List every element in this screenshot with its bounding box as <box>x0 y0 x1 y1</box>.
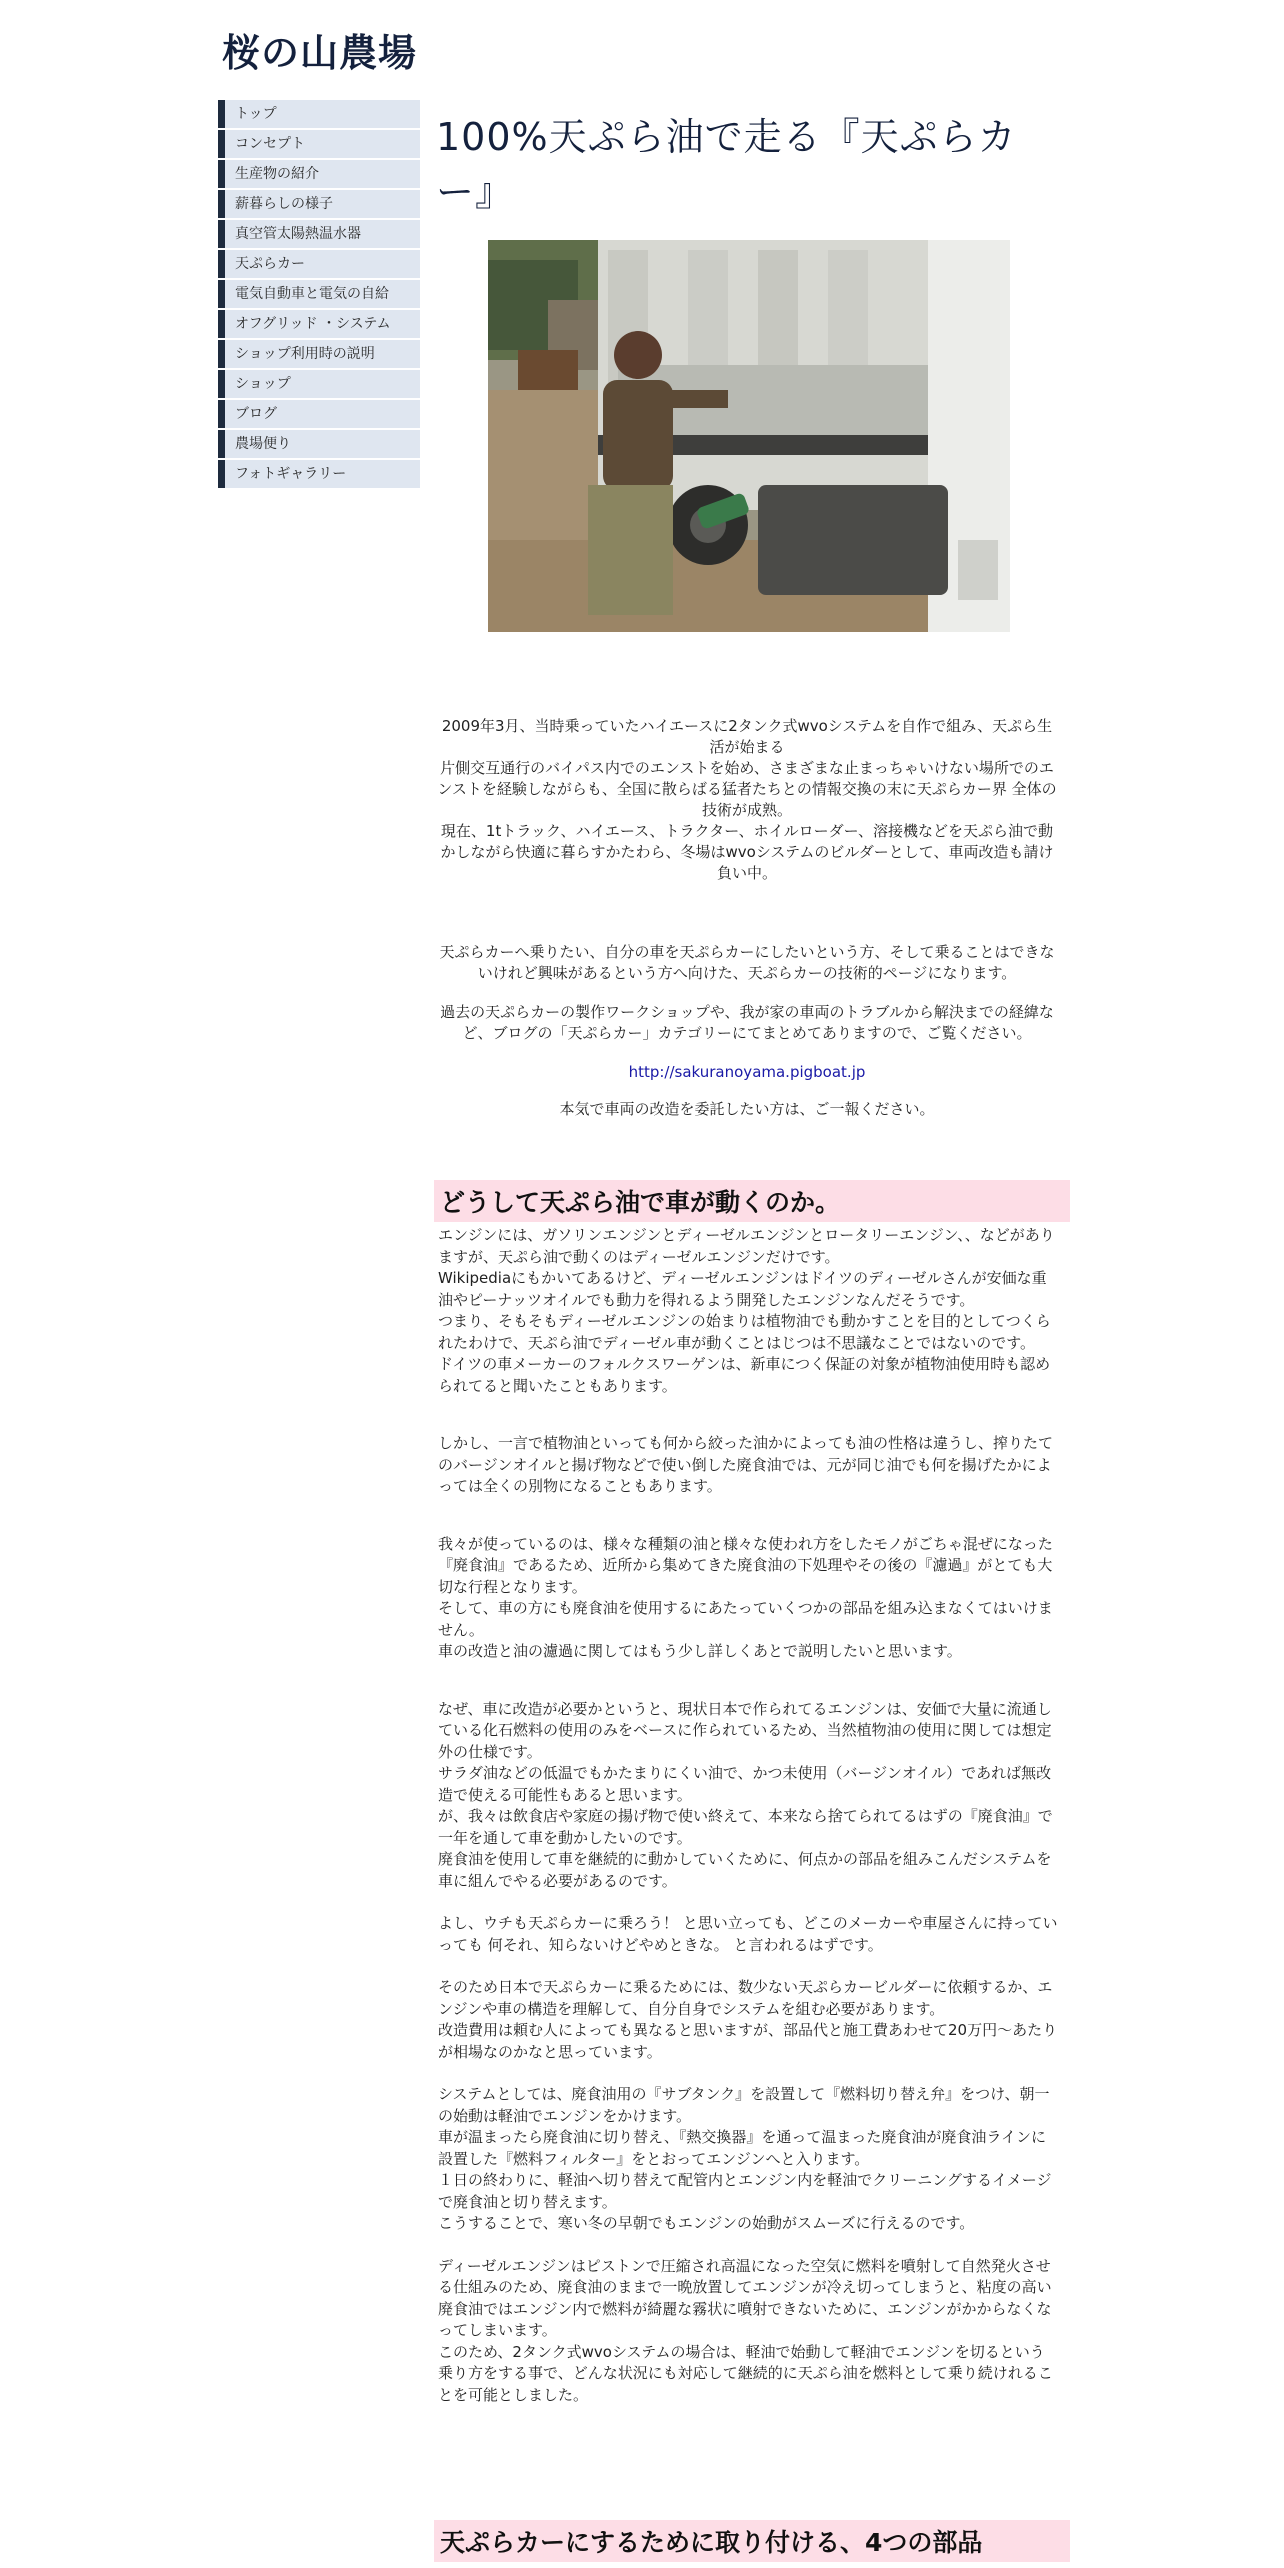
nav-item-off-grid[interactable]: オフグリッド ・システム <box>218 310 420 338</box>
body-line: なぜ、車に改造が必要かというと、現状日本で作られてるエンジンは、安価で大量に流通している化石燃料の使用のみをベースに作られているため、当然植物油の使用に関しては想定外の仕様です。 <box>438 1699 1052 1761</box>
sidebar-nav <box>218 100 420 490</box>
body-line: ドイツの車メーカーのフォルクスワーゲンは、新車につく保証の対象が植物油使用時も認められてると聞いたこともあります。 <box>438 1355 1051 1395</box>
intro-line: 片側交互通行のバイパス内でのエンストを始め、さまざまな止まっちゃいけない場所でのエンストを経験しながらも、全国に散らばる猛者たちとの情報交換の末に天ぷらカー界 全体の技術が成熟。 <box>437 759 1057 819</box>
contact-paragraph: 本気で車両の改造を委託したい方は、ご一報ください。 <box>559 1100 935 1118</box>
nav-item-solar-water-heater[interactable]: 真空管太陽熱温水器 <box>218 220 420 248</box>
body-line: そして、車の方にも廃食油を使用するにあたっていくつかの部品を組み込まなくてはいけません。 <box>438 1599 1053 1639</box>
intro-section <box>432 716 1062 1120</box>
body-line: 車の改造と油の濾過に関してはもう少し詳しくあとで説明したいと思います。 <box>438 1642 962 1660</box>
nav-item-blog[interactable]: ブログ <box>218 400 420 428</box>
body-line: そのため日本で天ぷらカーに乗るためには、数少ない天ぷらカービルダーに依頼するか、エンジンや車の構造を理解して、自分自身でシステムを組む必要があります。 <box>438 1978 1053 2018</box>
nav-item-photo-gallery[interactable]: フォトギャラリー <box>218 460 420 488</box>
intro-line: 現在、1tトラック、ハイエース、トラクター、ホイルローダー、溶接機などを天ぷら油で動かしながら快適に暮らすかたわら、冬場はwvoシステムのビルダーとして、車両改造も請け負い中。 <box>440 822 1054 882</box>
photo-illustration <box>488 240 1010 632</box>
section-why-body <box>438 1225 1058 2406</box>
nav-item-farm-news[interactable]: 農場便り <box>218 430 420 458</box>
nav-item-shop[interactable]: ショップ <box>218 370 420 398</box>
page-title: 100%天ぷら油で走る『天ぷらカー』 <box>436 115 1017 214</box>
body-line: 車が温まったら廃食油に切り替え、『熱交換器』を通って温まった廃食油が廃食油ラインに設置した『燃料フィルター』をとおってエンジンへと入ります。 <box>438 2128 1046 2168</box>
body-line: ディーゼルエンジンはピストンで圧縮され高温になった空気に燃料を噴射して自然発火させる仕組みのため、廃食油のままで一晩放置してエンジンが冷え切ってしまうと、粘度の高い廃食油ではエンジン内で燃料が綺麗な霧状に噴射できないために、エンジンがかからなくなってしまいます。 <box>438 2256 1052 2339</box>
body-line: サラダ油などの低温でもかたまりにくい油で、かつ未使用（バージンオイル）であれば無改造で使える可能性もあると思います。 <box>438 1764 1052 1804</box>
body-line: Wikipediaにもかいてあるけど、ディーゼルエンジンはドイツのディーゼルさんが安価な重油やピーナッツオイルでも動力を得れるよう開発したエンジンなんだそうです。 <box>438 1269 1047 1309</box>
intro-line: 2009年3月、当時乗っていたハイエースに2タンク式wvoシステムを自作で組み、天ぷら生活が始まる <box>441 717 1053 756</box>
section-heading-why: どうして天ぷら油で車が動くのか。 <box>434 1180 1070 1222</box>
body-line: 我々が使っているのは、様々な種類の油と様々な使われ方をしたモノがごちゃ混ぜになった『廃食油』であるため、近所から集めてきた廃食油の下処理やその後の『濾過』がとても大切な行程となります。 <box>438 1534 1053 1596</box>
body-line: １日の終わりに、軽油へ切り替えて配管内とエンジン内を軽油でクリーニングするイメージで廃食油と切り替えます。 <box>438 2171 1052 2211</box>
nav-item-shop-guide[interactable]: ショップ利用時の説明 <box>218 340 420 368</box>
nav-item-tempura-car[interactable]: 天ぷらカー <box>218 250 420 278</box>
nav-item-firewood-life[interactable]: 薪暮らしの様子 <box>218 190 420 218</box>
nav-item-concept[interactable]: コンセプト <box>218 130 420 158</box>
nav-item-products[interactable]: 生産物の紹介 <box>218 160 420 188</box>
body-line: こうすることで、寒い冬の早朝でもエンジンの始動がスムーズに行えるのです。 <box>438 2214 975 2232</box>
body-paragraph: しかし、一言で植物油といっても何から絞った油かによっても油の性格は違うし、搾りたてのバージンオイルと揚げ物などで使い倒した廃食油では、元が同じ油でも何を揚げたかによっては全くの別物になることもあります。 <box>438 1434 1054 1495</box>
body-line: エンジンには、ガソリンエンジンとディーゼルエンジンとロータリーエンジン、、などがありますが、天ぷら油で動くのはディーゼルエンジンだけです。 <box>438 1226 1055 1266</box>
body-paragraph: よし、ウチも天ぷらカーに乗ろう！ と思い立っても、どこのメーカーや車屋さんに持っていっても 何それ、知らないけどやめときな。 と言われるはずです。 <box>438 1914 1058 1954</box>
tempura-truck-photo <box>488 240 1010 632</box>
audience-paragraph: 天ぷらカーへ乗りたい、自分の車を天ぷらカーにしたいという方、そして乗ることはできないけれど興味があるという方へ向けた、天ぷらカーの技術的ページになります。 <box>439 943 1055 982</box>
body-line: 改造費用は頼む人によっても異なると思いますが、部品代と施工費あわせて20万円〜あたりが相場なのかなと思っています。 <box>438 2021 1058 2061</box>
body-line: システムとしては、廃食油用の『サブタンク』を設置して『燃料切り替え弁』をつけ、朝一の始動は軽油でエンジンをかけます。 <box>438 2085 1050 2125</box>
body-line: つまり、そもそもディーゼルエンジンの始まりは植物油でも動かすことを目的としてつくられたわけで、天ぷら油でディーゼル車が動くことはじつは不思議なことではないのです。 <box>438 1312 1051 1352</box>
main-content <box>432 100 1062 1120</box>
blog-link[interactable]: http://sakuranoyama.pigboat.jp <box>628 1063 866 1081</box>
site-title[interactable]: 桜の山農場 <box>222 31 418 75</box>
section-heading-four-parts: 天ぷらカーにするために取り付ける、4つの部品 <box>434 2520 1070 2562</box>
body-line: 廃食油を使用して車を継続的に動かしていくために、何点かの部品を組みこんだシステムを車に組んでやる必要があるのです。 <box>438 1850 1052 1890</box>
body-line: が、我々は飲食店や家庭の揚げ物で使い終えて、本来なら捨てられてるはずの『廃食油』で一年を通して車を動かしたいのです。 <box>438 1807 1053 1847</box>
blog-paragraph: 過去の天ぷらカーの製作ワークショップや、我が家の車両のトラブルから解決までの経緯など、ブログの「天ぷらカー」カテゴリーにてまとめてありますので、ご覧ください。 <box>440 1003 1054 1042</box>
nav-item-electric-vehicle[interactable]: 電気自動車と電気の自給 <box>218 280 420 308</box>
body-line: このため、2タンク式wvoシステムの場合は、軽油で始動して軽油でエンジンを切るという乗り方をする事で、どんな状況にも対応して継続的に天ぷら油を燃料として乗り続けれることを可能としました。 <box>438 2342 1053 2404</box>
nav-item-top[interactable]: トップ <box>218 100 420 128</box>
